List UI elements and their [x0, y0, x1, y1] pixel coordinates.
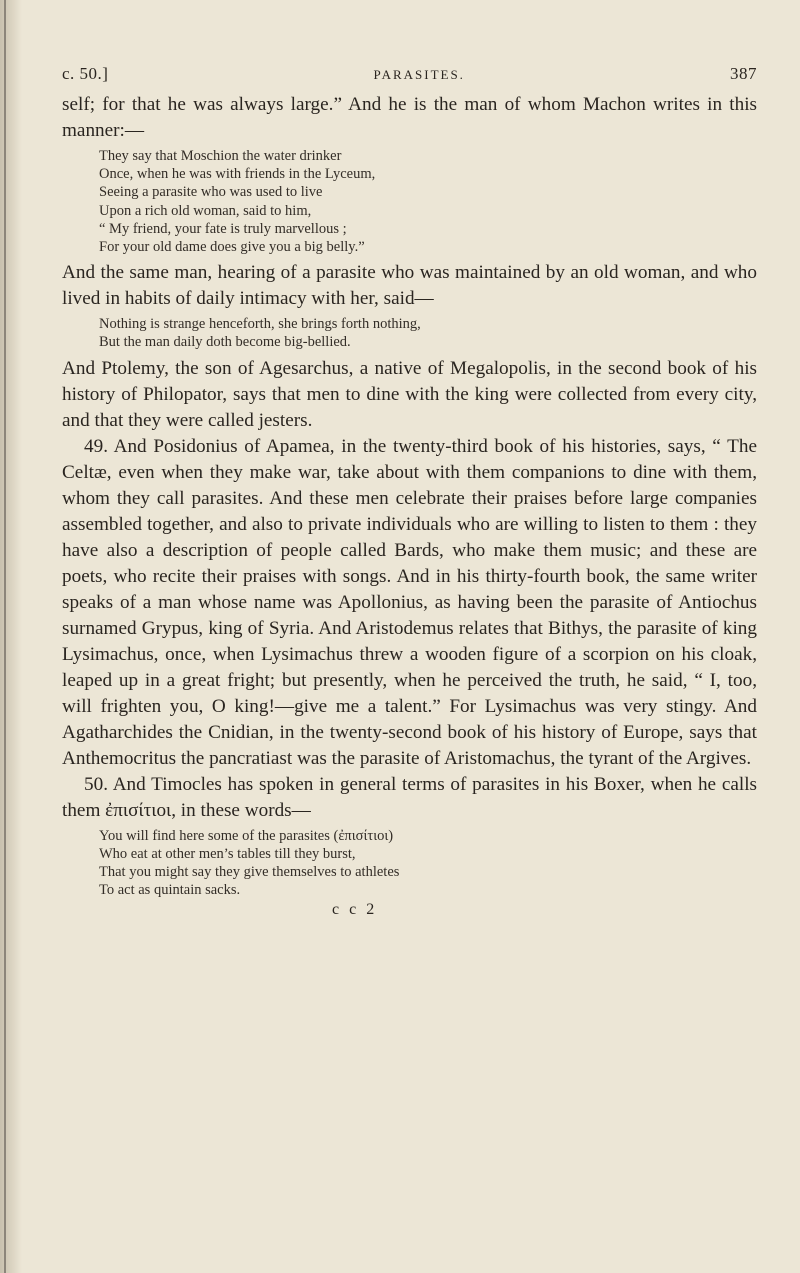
verse-line: “ My friend, your fate is truly marvellous ; — [99, 220, 347, 237]
verse-line: They say that Moschion the water drinker — [99, 148, 342, 164]
paragraph-2: And the same man, hearing of a parasite who was maintained by an old woman, and who lived in habits of daily intimacy with her, said— — [62, 262, 757, 310]
header-chapter: c. 50.] — [62, 64, 109, 83]
verse-quote-machon — [99, 147, 757, 256]
book-page — [62, 64, 757, 919]
verse-line: Seeing a parasite who was used to live — [99, 184, 323, 201]
verse-line: Once, when he was with friends in the Lyceum, — [99, 166, 376, 183]
header-title: PARASITES. — [373, 67, 465, 82]
paragraph-1: self; for that he was always large.” And he is the man of whom Machon writes in this manner:— — [62, 94, 757, 141]
paragraph-49: 49. And Posidonius of Apamea, in the twenty-third book of his histories, says, “ The Celtæ, even when they make war, take about with them companions to dine with them, whom they call parasites. And these men celebrate their praises before large companies assembled together, and also to private individuals who are willing to listen to them : they have also a description of people called Bards, who make them music; and these are poets, who recite their praises with songs. And in his thirty-fourth book, the same writer speaks of a man whose name was Apollonius, as having been the parasite of Antiochus surnamed Grypus, king of Syria. And Aristodemus relates that Bithys, the parasite of king Lysimachus, once, when Lysimachus threw a wooden figure of a scorpion on his cloak, leaped up in a great fright; but presently, when he perceived the truth, he said, “ I, too, will frighten you, O king!—give me a talent.” For Lysimachus was very stingy. And Agatharchides the Cnidian, in the twenty-second book of his history of Europe, says that Anthemocritus the pancratiast was the parasite of Aristomachus, the tyrant of the Argives. — [62, 435, 757, 769]
verse-line: But the man daily doth become big-bellied. — [99, 334, 351, 351]
verse-quote-timocles — [99, 827, 757, 900]
verse-line: Nothing is strange henceforth, she brings forth nothing, — [99, 316, 421, 333]
verse-line: For your old dame does give you a big belly.” — [99, 239, 365, 256]
verse-line: Who eat at other men’s tables till they burst, — [99, 845, 356, 862]
verse-quote-belly — [99, 315, 757, 351]
verse-line: Upon a rich old woman, said to him, — [99, 202, 312, 219]
verse-line: To act as quintain sacks. — [99, 882, 241, 899]
page-edge-line — [4, 0, 6, 1273]
paragraph-3: And Ptolemy, the son of Agesarchus, a native of Megalopolis, in the second book of his history of Philopator, says that men to dine with the king were collected from every city, and that they were called jesters. — [62, 357, 757, 431]
verse-line: That you might say they give themselves to athletes — [99, 864, 400, 881]
signature-mark: c c 2 — [332, 901, 378, 919]
header-page-number: 387 — [730, 64, 757, 83]
paragraph-50: 50. And Timocles has spoken in general terms of parasites in his Boxer, when he calls them ἐπισίτιοι, in these words— — [62, 773, 757, 821]
verse-line: You will find here some of the parasites (ἐπισίτιοι) — [99, 827, 394, 844]
running-header — [62, 64, 757, 84]
